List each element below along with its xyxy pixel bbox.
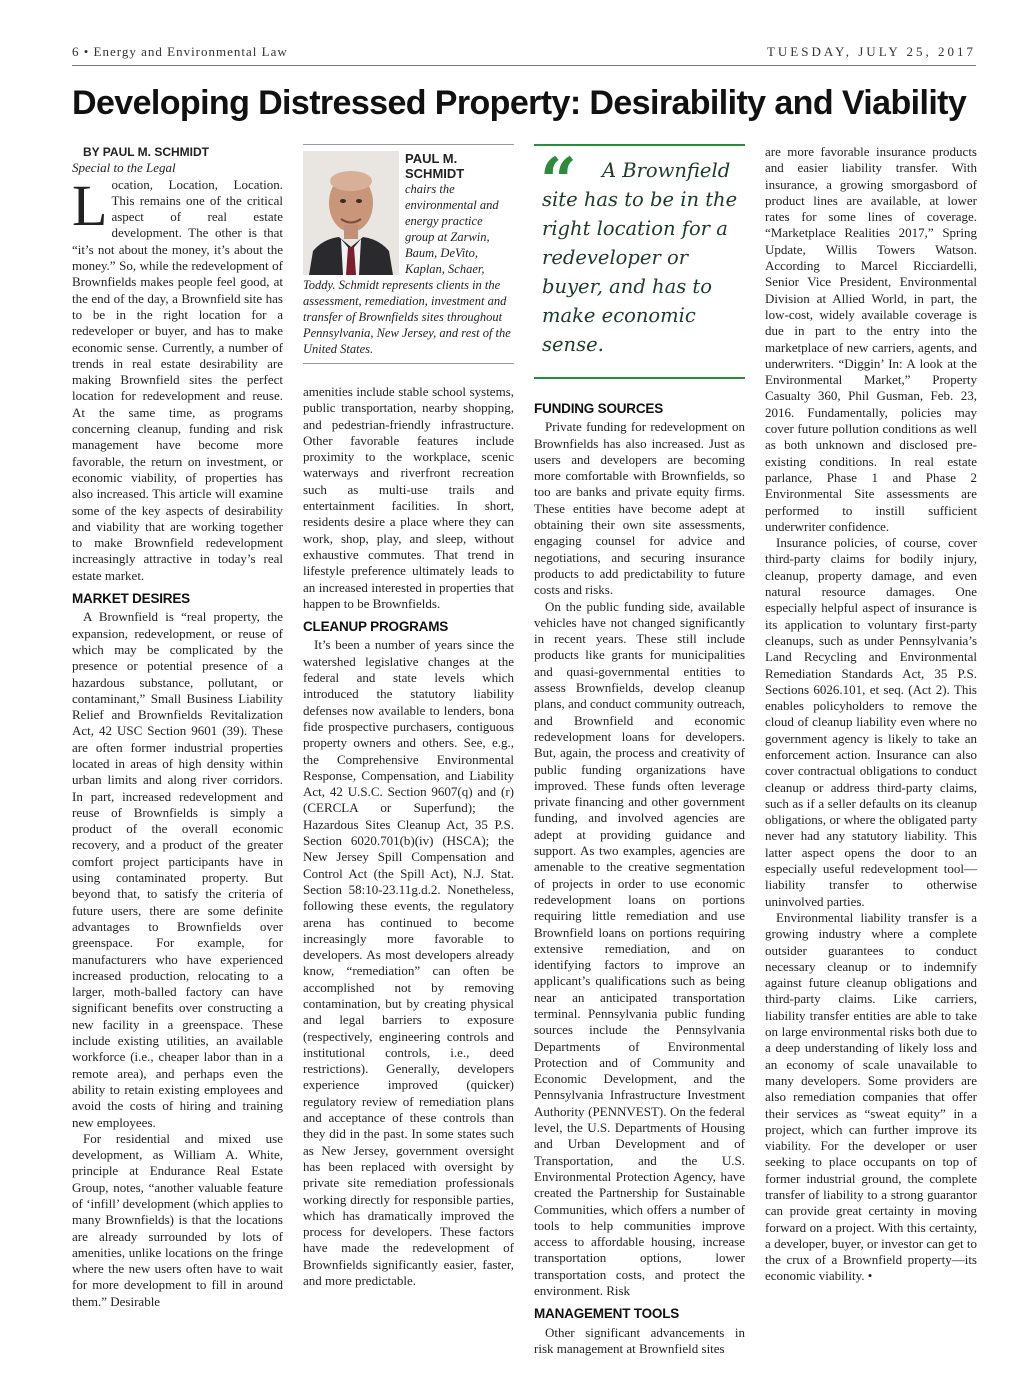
body-paragraph: Private funding for redevelopment on Brownfields has also increased. Just as users and developers are becoming more comfortable with Brownfields, so too are banks and private equity firms. These entities have become adept at obtaining their own site assessments, engaging counsel for advice and negotiations, and securing insurance products to add predictability to future costs and risks. bbox=[534, 419, 745, 598]
subhead-funding-sources: FUNDING SOURCES bbox=[534, 401, 664, 416]
body-paragraph: For residential and mixed use development, as William A. White, principle at Endurance Real Estate Group, notes, “another valuable feature of ‘infill’ development (which applies to many Brownfields) is that the locations are already surrounded by lots of amenities, unlike locations on the fringe where the new users often have to wait for more development to fill in around them.” Desirable bbox=[72, 1130, 283, 1309]
author-photo bbox=[303, 151, 399, 275]
author-name: PAUL M. SCHMIDT bbox=[405, 151, 465, 181]
subhead-cleanup-programs: CLEANUP PROGRAMS bbox=[303, 619, 449, 635]
subhead-market-desires: MARKET DESIRES bbox=[72, 591, 190, 607]
article-column-2 bbox=[303, 144, 514, 1324]
body-paragraph: amenities include stable school systems, public transportation, nearby shopping, and pedestrian-friendly infrastructure. Other favorable features include proximity to the workplace, scenic waterways and riverfront recreation such as multi-use trails and entertainment facilities. In short, residents desire a place where they can work, shop, play, and sleep, without exhaustive commutes. That trend in lifestyle preference ultimately leads to an increased interested in properties that happen to be Brownfields. bbox=[303, 384, 514, 611]
body-paragraph: Insurance policies, of course, cover third-party claims for bodily injury, cleanup, property damage, and even natural resource damages. One especially helpful aspect of insurance is its application to voluntary first-party cleanups, such as under Pennsylvania’s Land Recycling and Environmental Remediation Standards Act, 35 P.S. Sections 6026.101, et seq. (Act 2). This enables policyholders to remove the cloud of cleanup liability even where no government agency is likely to take an enforcement action. Insurance can also cover contractual obligations to conduct cleanup or address third-party claims, such as if a seller defaults on its cleanup obligations, or where the obligated party never had any statutory liability. This latter aspect opens the door to an especially useful redevelopment tool—liability transfer to otherwise uninvolved parties. bbox=[765, 535, 977, 909]
article-column-4 bbox=[765, 144, 977, 1324]
quote-mark-icon: “ bbox=[540, 144, 577, 219]
body-paragraph: Environmental liability transfer is a growing industry where a complete outsider guarantees to conduct necessary cleanup or to indemnify against future cleanup obligations and third-party claims. Like carriers, liability transfer entities are able to take on large environmental risks both due to a deep understanding of likely loss and an economy of scale unavailable to many developers. Some providers are also remediation companies that offer their services as “sweat equity” in a project, which can further improve its viability. For the developer or user seeking to place occupants on top of former industrial ground, the complete transfer of liability to a strong guarantor can provide great certainty in moving forward on a project. With this certainty, a developer, buyer, or investor can get to the crux of a Brownfield property—its economic viability. • bbox=[765, 909, 977, 1284]
body-paragraph: On the public funding side, available vehicles have not changed significantly in recent years. These still include products like grants for municipalities and quasi-governmental entities to assess Brownfields, develop cleanup plans, and conduct community outreach, and Brownfield and economic redevelopment loans for developers. But, again, the process and creativity of public funding organizations have improved. These funds often leverage private financing and other government funding, and involved agencies are adept at providing guidance and support. As two examples, agencies are amenable to the creative segmentation of projects in order to use economic redevelopment loans on portions requiring little remediation and use Brownfield loans on portions requiring extensive remediation, and on identifying factors to improve an applicant’s qualifications such as being near an anticipated transportation terminal. Pennsylvania public funding sources include the Pennsylvania Departments of Environmental Protection and of Community and Economic Development, and the Pennsylvania Infrastructure Investment Authority (PENNVEST). On the federal level, the U.S. Departments of Housing and Urban Development and of Transportation, and the U.S. Environmental Protection Agency, have created the Partnership for Sustainable Communities, which offers a number of tools to help communities improve access to affordable housing, increase transportation options, lower transportation costs, and protect the environment. Risk bbox=[534, 598, 745, 1299]
article-headline: Developing Distressed Property: Desirability and Viability bbox=[72, 84, 967, 122]
author-bio-box bbox=[303, 144, 514, 364]
author-bio-text: chairs the environmental and energy practice group at Zarwin, Baum, DeVito, Kaplan, Schaer, Toddy. Schmidt represents clients in the assessment, remediation, investment and transfer of Brownfields sites throughout Pennsylvania, New Jersey, and rest of the United States. bbox=[303, 182, 511, 356]
drop-cap: L bbox=[72, 172, 108, 238]
header-rule bbox=[72, 65, 976, 66]
page-section-label: 6 • Energy and Environmental Law bbox=[72, 44, 288, 59]
body-paragraph: are more favorable insurance products and easier liability transfer. With insurance, a growing smorgasbord of product lines are available, at lower rates for some lines of coverage. “Marketplace Realities 2017,” Spring Update, Willis Towers Watson. According to Marcel Ricciardelli, Senior Vice President, Environmental Division at Allied World, in part, the low-cost, widely available coverage is due in part to the entry into the marketplace of new carriers, agents, and underwriters. “Diggin’ In: A look at the Environmental Market,” Property Casualty 360, Phil Gusman, Feb. 23, 2016. Fundamentally, policies may cover future pollution conditions as well as both unknown and disclosed pre-existing conditions. In real estate parlance, Phase 1 and Phase 2 Environmental Site assessments are performed to instill sufficient underwriter confidence. bbox=[765, 144, 977, 534]
byline-affiliation: Special to the Legal bbox=[72, 160, 176, 176]
article-column-3 bbox=[534, 144, 745, 1356]
article-column-1 bbox=[72, 144, 283, 1324]
running-header bbox=[72, 44, 976, 64]
pull-quote-text: A Brownfield site has to be in the right location for a redeveloper or buyer, and has to make economic sense. bbox=[542, 159, 738, 356]
body-paragraph: A Brownfield is “real property, the expansion, redevelopment, or reuse of which may be complicated by the presence or potential presence of a hazardous substance, pollutant, or contaminant,” Small Business Liability Relief and Brownfields Revitalization Act, 42 USC Section 9601 (39). These are often former industrial properties located in areas of high density within urban limits and along river corridors. In part, increased redevelopment and reuse of Brownfields is simply a product of the overall economic recovery, and a product of the greater comfort project participants have in using contaminated property. But beyond that, to satisfy the criteria of future users, there are some definite advantages to Brownfields over greenspace. For example, for manufacturers who have experienced increased production, relocating to a larger, moth-balled factory can have significant benefits over constructing a new facility in a greenspace. These include existing utilities, an available workforce (i.e., cheaper labor than in a remote area), and perhaps even the ability to retain existing employees and avoid the costs of hiring and training new employees. bbox=[72, 609, 283, 1130]
lead-paragraph bbox=[72, 172, 283, 584]
body-paragraph: Other significant advancements in risk management at Brownfield sites bbox=[534, 1324, 745, 1356]
pull-quote bbox=[534, 144, 745, 379]
body-paragraph: It’s been a number of years since the watershed legislative changes at the federal and state levels which introduced the statutory liability defenses now available to lenders, bona fide prospective purchasers, contiguous property owners and others. See, e.g., the Comprehensive Environmental Response, Compensation, and Liability Act, 42 U.S.C. Section 9607(q) and (r) (CERCLA or Superfund); the Hazardous Sites Cleanup Act, 35 P.S. Section 6020.701(b)(iv) (HSCA); the New Jersey Spill Compensation and Control Act (the Spill Act), N.J. Stat. Section 58:10-23.11g.d.2. Nonetheless, following these events, the regulatory arena has continued to become increasingly more favorable to developers. As most developers already know, “remediation” can often be accomplished not by removing contamination, but by creating physical and legal barriers to exposure (respectively, engineering controls and institutional controls, i.e., deed restrictions). Generally, developers experience improved (quicker) regulatory review of remediation plans and acceptance of these controls than they did in the past. In some states such as New Jersey, government oversight has been replaced with oversight by private site remediation professionals working directly for responsible parties, which has dramatically improved the process for developers. These factors have made the redevelopment of Brownfields significantly easier, faster, and more predictable. bbox=[303, 637, 514, 1289]
byline: BY PAUL M. SCHMIDT bbox=[83, 145, 210, 159]
lead-text: ocation, Location, Location. This remains one of the critical aspect of real estate development. The other is that “it’s not about the money, it’s about the money.” So, while the redevelopment of Brownfields makes people feel good, at the end of the day, a Brownfield site has to be in the right location for a redeveloper or buyer, and has to make economic sense. Currently, a number of trends in real estate desirability are making Brownfield sites the perfect location for redevelopment and reuse. At the same time, as programs concerning cleanup, funding and risk management have become more favorable, the return on investment, or economic viability, of properties has also increased. This article will examine some of the key aspects of desirability and viability that are working together to make Brownfield redevelopment increasingly attractive in today’s real estate market. bbox=[72, 176, 283, 583]
issue-date: TUESDAY, JULY 25, 2017 bbox=[766, 44, 976, 59]
subhead-management-tools: MANAGEMENT TOOLS bbox=[534, 1306, 680, 1322]
